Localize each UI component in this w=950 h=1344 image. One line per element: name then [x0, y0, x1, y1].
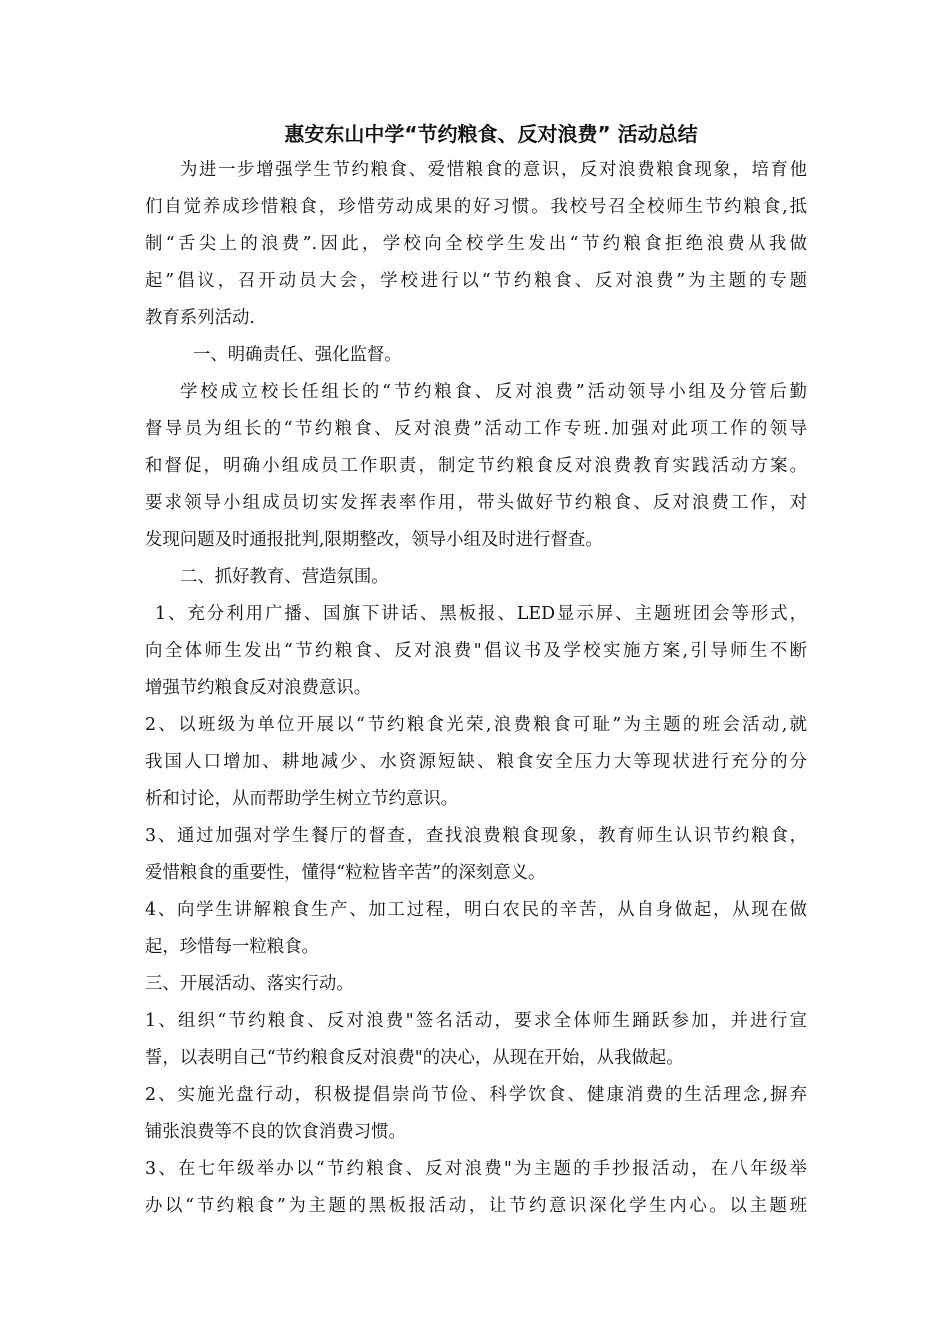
body-text-line: 起，珍惜每一粒粮食。 — [145, 937, 319, 957]
body-text-line: 们自觉养成珍惜粮食，珍惜劳动成果的好习惯。我校号召全校师生节约粮食,抵 — [145, 197, 807, 217]
body-text-line: 3、在七年级举办以“节约粮食、反对浪费"为主题的手抄报活动，在八年级举 — [145, 1159, 807, 1179]
body-text-line: 为进一步增强学生节约粮食、爱惜粮食的意识，反对浪费粮食现象，培育他 — [180, 160, 807, 180]
document-title: 惠安东山中学“节约粮食、反对浪费” 活动总结 — [284, 122, 698, 146]
body-text-line: 督导员为组长的“节约粮食、反对浪费”活动工作专班.加强对此项工作的领导 — [145, 419, 807, 439]
body-text-line: 学校成立校长任组长的“节约粮食、反对浪费”活动领导小组及分管后勤 — [180, 382, 807, 402]
body-text-line: 二、抓好教育、营造氛围。 — [180, 567, 389, 587]
body-text-line: 3、通过加强对学生餐厅的督查，查找浪费粮食现象，教育师生认识节约粮食， — [145, 826, 807, 846]
document-body — [145, 152, 807, 1225]
document-page — [145, 118, 807, 1225]
body-text-line: 我国人口增加、耕地减少、水资源短缺、粮食安全压力大等现状进行充分的分 — [145, 752, 807, 772]
body-text-line: 1、充分利用广播、国旗下讲话、黑板报、LED显示屏、主题班团会等形式， — [155, 604, 807, 624]
body-text-line: 要求领导小组成员切实发挥表率作用，带头做好节约粮食、反对浪费工作，对 — [145, 493, 807, 513]
body-text-line: 誓，以表明自己“节约粮食反对浪费"的决心，从现在开始，从我做起。 — [145, 1048, 684, 1068]
body-text-line: 和督促，明确小组成员工作职责，制定节约粮食反对浪费教育实践活动方案。 — [145, 456, 807, 476]
body-text-line: 2、实施光盘行动，积极提倡崇尚节俭、科学饮食、健康消费的生活理念,摒弃 — [145, 1085, 807, 1105]
body-text-line: 发现问题及时通报批判,限期整改，领导小组及时进行督查。 — [145, 530, 603, 550]
body-text-line: 2、以班级为单位开展以“节约粮食光荣,浪费粮食可耻”为主题的班会活动,就 — [145, 715, 807, 735]
body-text-line: 析和讨论，从而帮助学生树立节约意识。 — [145, 789, 459, 809]
body-text-line: 办以“节约粮食”为主题的黑板报活动，让节约意识深化学生内心。以主题班 — [145, 1196, 807, 1216]
body-text-line: 铺张浪费等不良的饮食消费习惯。 — [145, 1122, 406, 1142]
body-text-line: 一、明确责任、强化监督。 — [193, 345, 402, 365]
body-text-line: 4、向学生讲解粮食生产、加工过程，明白农民的辛苦，从自身做起，从现在做 — [145, 900, 807, 920]
body-text-line: 增强节约粮食反对浪费意识。 — [145, 678, 372, 698]
body-text-line: 向全体师生发出“节约粮食、反对浪费"倡议书及学校实施方案,引导师生不断 — [145, 641, 807, 661]
body-text-line: 1、组织“节约粮食、反对浪费"签名活动，要求全体师生踊跃参加，并进行宣 — [145, 1011, 807, 1031]
body-text-line: 起”倡议，召开动员大会，学校进行以“节约粮食、反对浪费”为主题的专题 — [145, 271, 807, 291]
body-text-line: 制“舌尖上的浪费”.因此，学校向全校学生发出“节约粮食拒绝浪费从我做 — [145, 234, 807, 254]
body-text-line: 爱惜粮食的重要性，懂得“粒粒皆辛苦”的深刻意义。 — [145, 863, 546, 883]
body-text-line: 三、开展活动、落实行动。 — [145, 974, 354, 994]
body-text-line: 教育系列活动. — [145, 308, 255, 328]
